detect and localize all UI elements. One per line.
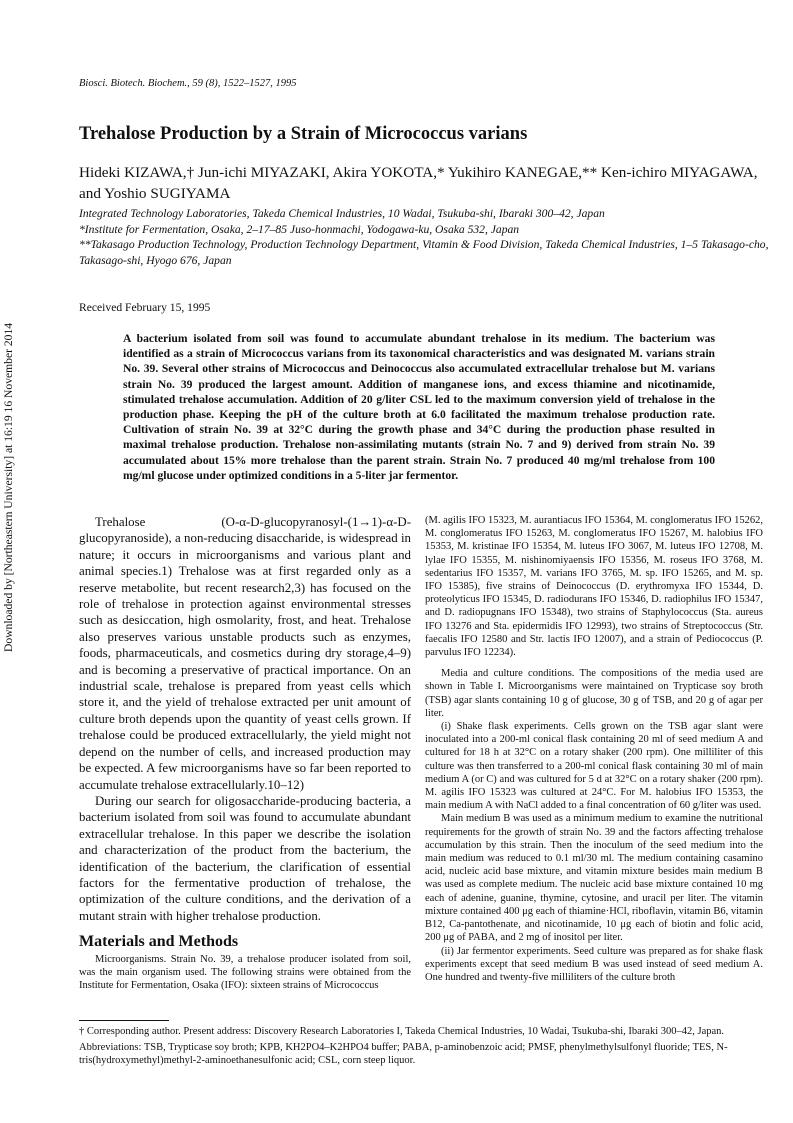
author-list (79, 162, 779, 204)
footnotes (79, 1025, 763, 1070)
download-note: Downloaded by [Northeastern University] at 16:19 16 November 2014 (2, 322, 15, 652)
jar-fermentor-paragraph: (ii) Jar fermentor experiments. Seed culture was prepared as for shake flask experiments except that seed medium B was used instead of seed medium A. One hundred and twenty-five milliliters of the culture broth (425, 945, 763, 983)
methods-paragraph-1: Microorganisms. Strain No. 39, a trehalose producer isolated from soil, was the main organism used. The following strains were obtained from the Institute for Fermentation, Osaka (IFO): sixteen strains of Micrococcus (79, 953, 411, 991)
affiliation-1: Integrated Technology Laboratories, Takeda Chemical Industries, 10 Wadai, Tsukuba-shi, Ibaraki 300–42, Japan (79, 207, 605, 220)
main-medium-b-paragraph: Main medium B was used as a minimum medium to examine the nutritional requirements for the growth of strain No. 39 and the factors affecting trehalose accumulation by this strain. Then the inoculum of the seed medium into the main medium was reduced to 0.1 ml/30 ml. The medium containing casamino acid, nucleic acid base mixture, and vitamin mixture besides main medium B was used as complete medium. The nucleic acid base mixture contained 10 mg each of adenine, guanine, thymine, cytosine, and uracil per liter. The vitamin mixture contained 400 μg each of thiamine·HCl, riboflavin, vitamin B6, vitamin B12, Ca-pantothenate, and nicotinamide, 10 μg each of biotin and folic acid, 200 μg of PABA, and 2 mg of inositol per liter. (425, 813, 763, 944)
footnote-divider (79, 1020, 169, 1021)
article-title: Trehalose Production by a Strain of Micrococcus varians (79, 124, 528, 144)
abbreviations-note: Abbreviations: TSB, Trypticase soy broth; KPB, KH2PO4–K2HPO4 buffer; PABA, p-aminobenzoic acid; PMSF, phenylmethylsulfonyl fluoride; TES, N-tris(hydroxymethyl)methyl-2-aminoethanesulfonic acid; CSL, corn steep liquor. (79, 1041, 728, 1066)
authors-line-2: and Yoshio SUGIYAMA (79, 185, 231, 202)
affiliation-2: *Institute for Fermentation, Osaka, 2–17–85 Juso-honmachi, Yodogawa-ku, Osaka 532, Japan (79, 222, 520, 236)
strains-paragraph: (M. agilis IFO 15323, M. aurantiacus IFO 15364, M. conglomeratus IFO 15262, M. conglomeratus IFO 15263, M. conglomeratus IFO 15267, M. halobius IFO 15353, M. kristinae IFO 15354, M. luteus IFO 3067, M. luteus IFO 12708, M. lylae IFO 15355, M. nishinomiyaensis IFO 15356, M. roseus IFO 3768, M. sedentarius IFO 15357, M. varians IFO 3765, M. sp. IFO 15265, and M. sp. IFO 15385), five strains of Deinococcus (D. erythromyxa IFO 15344, D. proteolyticus IFO 15345, D. radiodurans IFO 15346, D. radiophilus IFO 15347, and D. radiopugnans IFO 15348), two strains of Staphylococcus (Sta. aureus IFO 13276 and Sta. epidermidis IFO 12993), two strains of Streptococcus (Str. faecalis IFO 12580 and Str. lactis IFO 12007), and a strain of Pediococcus (P. parvulus IFO 12234). (425, 515, 764, 659)
received-date: Received February 15, 1995 (79, 301, 211, 314)
affiliation-3: **Takasago Production Technology, Production Technology Department, Vitamin & Food Division, Takeda Chemical Industries, 1–5 Takasago-cho, Takasago-shi, Hyogo 676, Japan (79, 238, 769, 267)
affiliations (79, 206, 769, 268)
shake-flask-paragraph: (i) Shake flask experiments. Cells grown on the TSB agar slant were inoculated into a 200-ml conical flask containing 20 ml of seed medium A and cultured for 18 h at 32°C on a rotary shaker (200 rpm). One milliliter of this culture was then transferred to a 200-ml conical flask containing 30 ml of main medium A (or C) and was cultured for 5 d at 32°C on a rotary shaker (200 rpm). M. agilis IFO 15323 was cultured at 24°C. For M. halobius IFO 15353, the main medium A with NaCl added to a final concentration of 60 g/liter was used. (425, 721, 763, 812)
left-column (79, 514, 411, 992)
intro-paragraph-1: Trehalose (O-α-D-glucopyranosyl-(1→1)-α-D-glucopyranoside), a non-reducing disaccharide, is widespread in nature; it occurs in microorganisms and various plant and animal species.1) Trehalose was at first regarded only as a reserve metabolite, but recent research2,3) has focused on the role of trehalose in protection against environmental stresses such as desiccation, high osmolarity, frost, and heat. Trehalose also preserves various unstable products such as enzymes, foods, pharmaceuticals, and cosmetics during dry storage,4–9) and is becoming a preservative of practical importance. On an industrial scale, trehalose is prepared from yeast cells which store it, and the yield of trehalose extracted per unit amount of culture broth depends upon the quantity of yeast cells grown. If trehalose could be produced extracellularly, the yield might not depend on the number of cells, and increased production may be expected. A few microorganisms have so far been reported to accumulate trehalose extracellularly.10–12) (79, 515, 411, 792)
section-heading: Materials and Methods (79, 933, 239, 951)
journal-citation: Biosci. Biotech. Biochem., 59 (8), 1522–1527, 1995 (79, 78, 297, 89)
media-paragraph: Media and culture conditions. The compositions of the media used are shown in Table I. Microorganisms were maintained on Trypticase soy broth (TSB) agar slants containing 10 g of glucose, 30 g of TSB, and 20 g of agar per liter. (425, 668, 763, 719)
right-column (425, 514, 763, 984)
download-watermark (2, 262, 16, 652)
abstract: A bacterium isolated from soil was found to accumulate abundant trehalose in its medium. The bacterium was identified as a strain of Micrococcus varians from its taxonomical characteristics and was designated M. varians strain No. 39. Several other strains of Micrococcus and Deinococcus also accumulated extracellular trehalose but M. varians strain No. 39 produced the largest amount. Addition of manganese ions, and excess thiamine and nicotinamide, stimulated trehalose accumulation. Addition of 20 g/liter CSL led to the maximum conversion yield of trehalose in the production phase. Keeping the pH of the culture broth at 6.0 facilitated the maximum trehalose production rate. Cultivation of strain No. 39 at 32°C during the growth phase and 34°C during the production phase resulted in maximal trehalose production. Trehalose non-assimilating mutants (strain No. 7 and 9) derived from strain No. 39 accumulated about 15% more trehalose than the parent strain. Strain No. 7 produced 40 mg/ml trehalose from 100 mg/ml glucose under optimized conditions in a 5-liter jar fermentor. (123, 332, 715, 482)
corresponding-author-note: † Corresponding author. Present address: Discovery Research Laboratories I, Takeda Chemical Industries, 10 Wadai, Tsukuba-shi, Ibaraki 300–42, Japan. (79, 1026, 725, 1037)
authors-line-1: Hideki KIZAWA,† Jun-ichi MIYAZAKI, Akira YOKOTA,* Yukihiro KANEGAE,** Ken-ichiro MIYAGAWA, (79, 164, 758, 181)
intro-paragraph-2: During our search for oligosaccharide-producing bacteria, a bacterium isolated from soil was found to accumulate abundant extracellular trehalose. In this paper we describe the isolation and characterization of the product from the bacterium, the identification of the bacterium, the clarification of essential factors for the fermentative production of trehalose, the optimization of the culture conditions, and the derivation of a mutant strain with higher trehalose production. (79, 793, 411, 923)
